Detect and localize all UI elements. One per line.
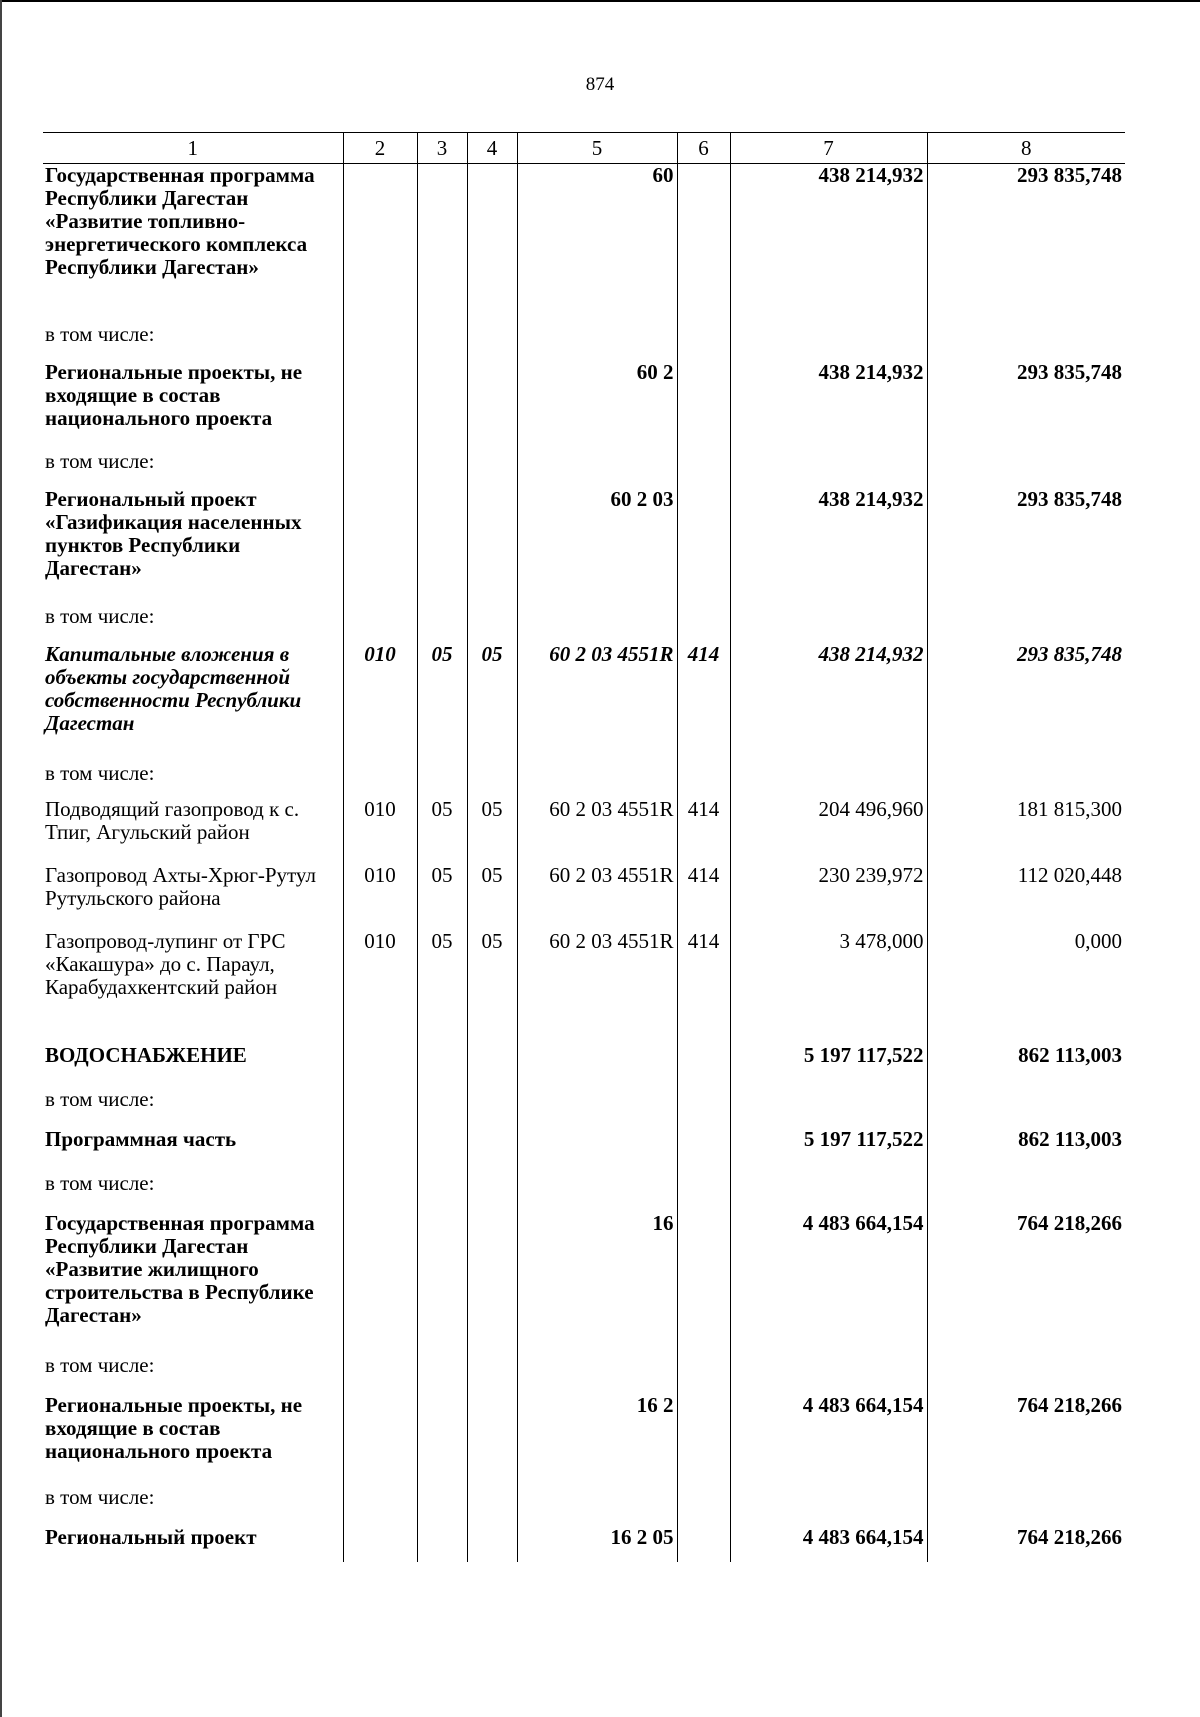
table-cell-col-7: 230 239,972 [730, 864, 927, 930]
table-cell-col-1: Капитальные вложения в объекты государственной собственности Республики Дагестан [45, 641, 302, 735]
table-cell-col-2 [343, 1352, 417, 1394]
table-cell-col-2: 010 [343, 864, 417, 930]
table-cell-col-4 [467, 1526, 517, 1562]
table-row [43, 1212, 1125, 1352]
table-cell-col-8: 293 835,748 [927, 164, 1125, 321]
table-cell-col-1: в том числе: [45, 1484, 155, 1509]
table-cell-col-8: 293 835,748 [927, 643, 1125, 760]
column-header-1: 1 [43, 133, 343, 164]
table-row [43, 930, 1125, 1044]
table-cell-col-4 [467, 361, 517, 448]
table-cell-col-4 [467, 448, 517, 488]
table-cell-col-6 [677, 1128, 730, 1170]
table-cell-col-8 [927, 1484, 1125, 1526]
table-cell-col-5: 16 2 05 [517, 1526, 677, 1562]
table-cell-col-3 [417, 760, 467, 798]
table-cell-col-7: 5 197 117,522 [730, 1128, 927, 1170]
table-cell-col-5 [517, 1128, 677, 1170]
table-cell-col-3 [417, 1484, 467, 1526]
table-cell-col-8 [927, 1170, 1125, 1212]
table-cell-col-1: в том числе: [45, 1170, 155, 1195]
table-cell-col-4: 05 [467, 864, 517, 930]
table-cell-col-5: 60 2 03 4551R [517, 643, 677, 760]
table-body [43, 164, 1125, 1562]
table-cell-col-6 [677, 1484, 730, 1526]
table-row [43, 361, 1125, 448]
table-cell-col-8: 112 020,448 [927, 864, 1125, 930]
table-cell-col-3 [417, 361, 467, 448]
table-cell-col-5 [517, 321, 677, 361]
table-cell-col-6 [677, 1394, 730, 1484]
table-row [43, 643, 1125, 760]
table-cell-col-1: в том числе: [45, 760, 155, 785]
table-cell-col-4 [467, 321, 517, 361]
table-cell-col-5: 60 2 03 4551R [517, 798, 677, 864]
table-cell-col-5 [517, 1484, 677, 1526]
column-header-2: 2 [343, 133, 417, 164]
table-cell-col-4: 05 [467, 798, 517, 864]
table-cell-col-3 [417, 448, 467, 488]
table-cell-col-4 [467, 1484, 517, 1526]
table-cell-col-2 [343, 1086, 417, 1128]
table-cell-col-6: 414 [677, 864, 730, 930]
column-header-4: 4 [467, 133, 517, 164]
table-cell-col-1: Программная часть [45, 1126, 237, 1151]
table-cell-col-1: Региональные проекты, не входящие в состав национального проекта [45, 359, 303, 430]
table-cell-col-2 [343, 1212, 417, 1352]
table-cell-col-5 [517, 760, 677, 798]
table-cell-col-5 [517, 448, 677, 488]
column-header-3: 3 [417, 133, 467, 164]
table-cell-col-1: Государственная программа Республики Дагестан «Развитие жилищного строительства в Республике Дагестан» [45, 1210, 315, 1327]
budget-table [43, 132, 1125, 1562]
table-row [43, 1086, 1125, 1128]
table-row [43, 1170, 1125, 1212]
table-cell-col-6 [677, 361, 730, 448]
table-cell-col-1: в том числе: [45, 321, 155, 346]
table-cell-col-8: 181 815,300 [927, 798, 1125, 864]
table-row [43, 798, 1125, 864]
table-cell-col-6 [677, 760, 730, 798]
table-cell-col-6 [677, 1352, 730, 1394]
table-cell-col-5: 60 [517, 164, 677, 321]
table-cell-col-5 [517, 1044, 677, 1086]
table-cell-col-2 [343, 1484, 417, 1526]
table-cell-col-8 [927, 321, 1125, 361]
table-cell-col-2 [343, 164, 417, 321]
table-header-row [43, 133, 1125, 164]
table-cell-col-1: Подводящий газопровод к с. Тпиг, Агульский район [45, 796, 300, 844]
table-cell-col-3 [417, 1394, 467, 1484]
table-cell-col-3 [417, 164, 467, 321]
table-cell-col-1: Региональный проект «Газификация населенных пунктов Республики Дагестан» [45, 486, 302, 580]
table-cell-col-1: ВОДОСНАБЖЕНИЕ [45, 1042, 247, 1067]
table-cell-col-2 [343, 760, 417, 798]
table-cell-col-2: 010 [343, 643, 417, 760]
table-cell-col-7: 4 483 664,154 [730, 1212, 927, 1352]
table-cell-col-8: 862 113,003 [927, 1128, 1125, 1170]
table-cell-col-5: 60 2 [517, 361, 677, 448]
table-cell-col-4 [467, 488, 517, 603]
table-cell-col-2 [343, 1170, 417, 1212]
table-row [43, 164, 1125, 321]
table-cell-col-8: 764 218,266 [927, 1394, 1125, 1484]
table-cell-col-3: 05 [417, 643, 467, 760]
table-row [43, 1352, 1125, 1394]
table-cell-col-5: 16 [517, 1212, 677, 1352]
table-cell-col-5 [517, 603, 677, 643]
table-cell-col-2 [343, 488, 417, 603]
table-cell-col-8 [927, 1086, 1125, 1128]
table-cell-col-4 [467, 1170, 517, 1212]
table-cell-col-4: 05 [467, 930, 517, 1044]
table-cell-col-6: 414 [677, 798, 730, 864]
table-cell-col-7: 438 214,932 [730, 164, 927, 321]
table-cell-col-5 [517, 1170, 677, 1212]
table-row [43, 1484, 1125, 1526]
table-cell-col-6 [677, 164, 730, 321]
table-cell-col-6 [677, 488, 730, 603]
table-cell-col-6 [677, 603, 730, 643]
table-cell-col-1: Газопровод-лупинг от ГРС «Какашура» до с. Параул, Карабудахкентский район [45, 928, 286, 999]
table-cell-col-7: 5 197 117,522 [730, 1044, 927, 1086]
table-cell-col-8: 293 835,748 [927, 361, 1125, 448]
table-row [43, 321, 1125, 361]
table-cell-col-5 [517, 1352, 677, 1394]
table-cell-col-3: 05 [417, 930, 467, 1044]
page-top-border [0, 0, 1200, 2]
table-cell-col-5 [517, 1086, 677, 1128]
table-row [43, 1394, 1125, 1484]
table-cell-col-2 [343, 1394, 417, 1484]
table-cell-col-6 [677, 1044, 730, 1086]
table-cell-col-8 [927, 448, 1125, 488]
table-cell-col-2 [343, 361, 417, 448]
table-cell-col-7: 204 496,960 [730, 798, 927, 864]
table-cell-col-4 [467, 1044, 517, 1086]
table-cell-col-4 [467, 1086, 517, 1128]
table-cell-col-3 [417, 1352, 467, 1394]
table-cell-col-6: 414 [677, 930, 730, 1044]
table-cell-col-4 [467, 1394, 517, 1484]
table-cell-col-3 [417, 1170, 467, 1212]
table-cell-col-8: 764 218,266 [927, 1526, 1125, 1562]
table-cell-col-3: 05 [417, 798, 467, 864]
table-cell-col-3 [417, 1086, 467, 1128]
table-cell-col-7 [730, 1484, 927, 1526]
page-number: 874 [585, 74, 615, 95]
table-cell-col-2 [343, 448, 417, 488]
table-cell-col-2 [343, 321, 417, 361]
table-cell-col-4 [467, 1352, 517, 1394]
table-row [43, 1526, 1125, 1562]
table-cell-col-3 [417, 321, 467, 361]
table-cell-col-7: 438 214,932 [730, 488, 927, 603]
table-cell-col-4 [467, 603, 517, 643]
column-header-7: 7 [730, 133, 927, 164]
table-cell-col-8: 293 835,748 [927, 488, 1125, 603]
table-cell-col-3 [417, 1212, 467, 1352]
table-row [43, 448, 1125, 488]
table-cell-col-5: 60 2 03 4551R [517, 864, 677, 930]
table-cell-col-8: 862 113,003 [927, 1044, 1125, 1086]
table-cell-col-8 [927, 1352, 1125, 1394]
table-cell-col-6 [677, 1526, 730, 1562]
table-cell-col-4 [467, 1212, 517, 1352]
table-cell-col-5: 60 2 03 4551R [517, 930, 677, 1044]
table-cell-col-8: 764 218,266 [927, 1212, 1125, 1352]
table-cell-col-7: 438 214,932 [730, 361, 927, 448]
table-cell-col-1: Государственная программа Республики Дагестан «Развитие топливно-энергетического комплекса Республики Дагестан» [45, 163, 315, 279]
table-cell-col-6 [677, 1170, 730, 1212]
table-cell-col-1: в том числе: [45, 603, 155, 628]
table-cell-col-2: 010 [343, 798, 417, 864]
table-cell-col-3 [417, 1128, 467, 1170]
table-cell-col-1: в том числе: [45, 1352, 155, 1377]
table-cell-col-8 [927, 760, 1125, 798]
table-cell-col-3 [417, 1044, 467, 1086]
column-header-5: 5 [517, 133, 677, 164]
table-cell-col-6: 414 [677, 643, 730, 760]
table-cell-col-1: в том числе: [45, 448, 155, 473]
table-row [43, 760, 1125, 798]
table-cell-col-6 [677, 1086, 730, 1128]
table-cell-col-4: 05 [467, 643, 517, 760]
table-cell-col-7: 4 483 664,154 [730, 1394, 927, 1484]
table-cell-col-7: 3 478,000 [730, 930, 927, 1044]
table-cell-col-3 [417, 488, 467, 603]
table-cell-col-2 [343, 1128, 417, 1170]
table-cell-col-8: 0,000 [927, 930, 1125, 1044]
table-row [43, 488, 1125, 603]
table-cell-col-1: в том числе: [45, 1086, 155, 1111]
column-header-6: 6 [677, 133, 730, 164]
table-cell-col-2 [343, 603, 417, 643]
table-cell-col-8 [927, 603, 1125, 643]
table-cell-col-7 [730, 760, 927, 798]
table-row [43, 603, 1125, 643]
table-cell-col-7 [730, 1352, 927, 1394]
table-cell-col-3: 05 [417, 864, 467, 930]
table-cell-col-1: Региональные проекты, не входящие в состав национального проекта [45, 1392, 303, 1463]
table-cell-col-7 [730, 603, 927, 643]
table-cell-col-3 [417, 603, 467, 643]
table-row [43, 1128, 1125, 1170]
table-cell-col-2 [343, 1044, 417, 1086]
table-cell-col-7 [730, 321, 927, 361]
table-cell-col-4 [467, 1128, 517, 1170]
table-cell-col-1: Региональный проект [45, 1524, 257, 1549]
column-header-8: 8 [927, 133, 1125, 164]
table-cell-col-3 [417, 1526, 467, 1562]
table-cell-col-2 [343, 1526, 417, 1562]
table-cell-col-6 [677, 321, 730, 361]
table-cell-col-7: 438 214,932 [730, 643, 927, 760]
table-cell-col-5: 60 2 03 [517, 488, 677, 603]
table-cell-col-2: 010 [343, 930, 417, 1044]
table-row [43, 864, 1125, 930]
page-left-border [0, 0, 2, 1717]
table-cell-col-7: 4 483 664,154 [730, 1526, 927, 1562]
table-cell-col-4 [467, 760, 517, 798]
table-row [43, 1044, 1125, 1086]
table-cell-col-6 [677, 1212, 730, 1352]
table-cell-col-1: Газопровод Ахты-Хрюг-Рутул Рутульского района [45, 862, 316, 910]
table-cell-col-7 [730, 1170, 927, 1212]
table-cell-col-5: 16 2 [517, 1394, 677, 1484]
table-cell-col-6 [677, 448, 730, 488]
table-cell-col-7 [730, 1086, 927, 1128]
table-cell-col-4 [467, 164, 517, 321]
table-cell-col-7 [730, 448, 927, 488]
